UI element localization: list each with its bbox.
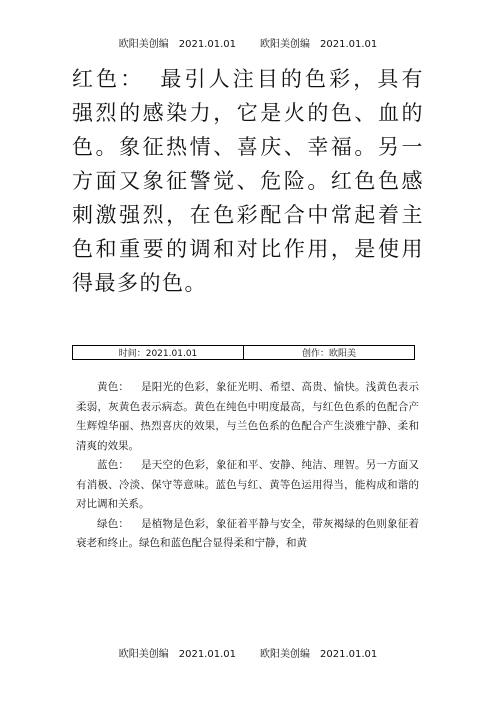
paragraph-yellow-text: 是阳光的色彩，象征光明、希望、高贵、愉快。浅黄色表示柔弱，灰黄色表示病态。黄色在纯色中明度最高，与红色色系的色配合产生辉煌华丽、热烈喜庆的效果，与兰色色系的色配合产生淡雅宁静、柔和清爽的效果。 bbox=[76, 381, 420, 452]
paragraph-yellow bbox=[76, 378, 419, 456]
footer-author-right: 欧阳美创编 bbox=[260, 649, 310, 660]
footer-author-left: 欧阳美创编 bbox=[118, 649, 169, 660]
header-stamp-right bbox=[260, 35, 377, 50]
meta-time-cell: 时间：2021.01.01 bbox=[73, 346, 244, 360]
paragraph-blue bbox=[76, 456, 419, 515]
meta-author-cell: 创作：欧阳美 bbox=[244, 346, 415, 360]
header-author-right: 欧阳美创编 bbox=[260, 39, 310, 50]
header-date-left: 2021.01.01 bbox=[178, 39, 236, 50]
footer-stamp-right bbox=[260, 645, 377, 660]
footer-date-left: 2021.01.01 bbox=[178, 649, 236, 660]
running-header bbox=[0, 35, 496, 50]
body-text bbox=[76, 378, 419, 554]
paragraph-yellow-term: 黄色： bbox=[97, 381, 130, 393]
paragraph-green-text: 是植物是色彩，象征着平静与安全，带灰褐绿的色则象征着衰老和终止。绿色和蓝色配合显得柔和宁静，和黄 bbox=[76, 517, 420, 549]
footer-stamp-left bbox=[119, 645, 236, 660]
meta-row bbox=[73, 346, 415, 360]
header-author-left: 欧阳美创编 bbox=[118, 39, 169, 50]
header-stamp-left bbox=[119, 35, 236, 50]
paragraph-blue-text: 是天空的色彩，象征和平、安静、纯洁、理智。另一方面又有消极、冷淡、保守等意味。蓝色与红、黄等色运用得当，能构成和谐的对比调和关系。 bbox=[76, 459, 420, 510]
paragraph-green-term: 绿色： bbox=[97, 517, 130, 530]
paragraph-green bbox=[76, 515, 419, 554]
footer-date-right: 2021.01.01 bbox=[320, 649, 378, 660]
lead-text: 最引人注目的色彩，具有强烈的感染力，它是火的色、血的色。象征热情、喜庆、幸福。另一方面又象征警觉、危险。红色色感刺激强烈，在色彩配合中常起着主色和重要的调和对比作用，是使用得最多的色。 bbox=[72, 67, 425, 295]
lead-paragraph bbox=[72, 62, 424, 300]
meta-table bbox=[72, 345, 415, 360]
lead-term: 红色： bbox=[72, 67, 145, 91]
paragraph-blue-term: 蓝色： bbox=[97, 459, 130, 471]
header-date-right: 2021.01.01 bbox=[320, 39, 378, 50]
running-footer bbox=[0, 645, 496, 660]
